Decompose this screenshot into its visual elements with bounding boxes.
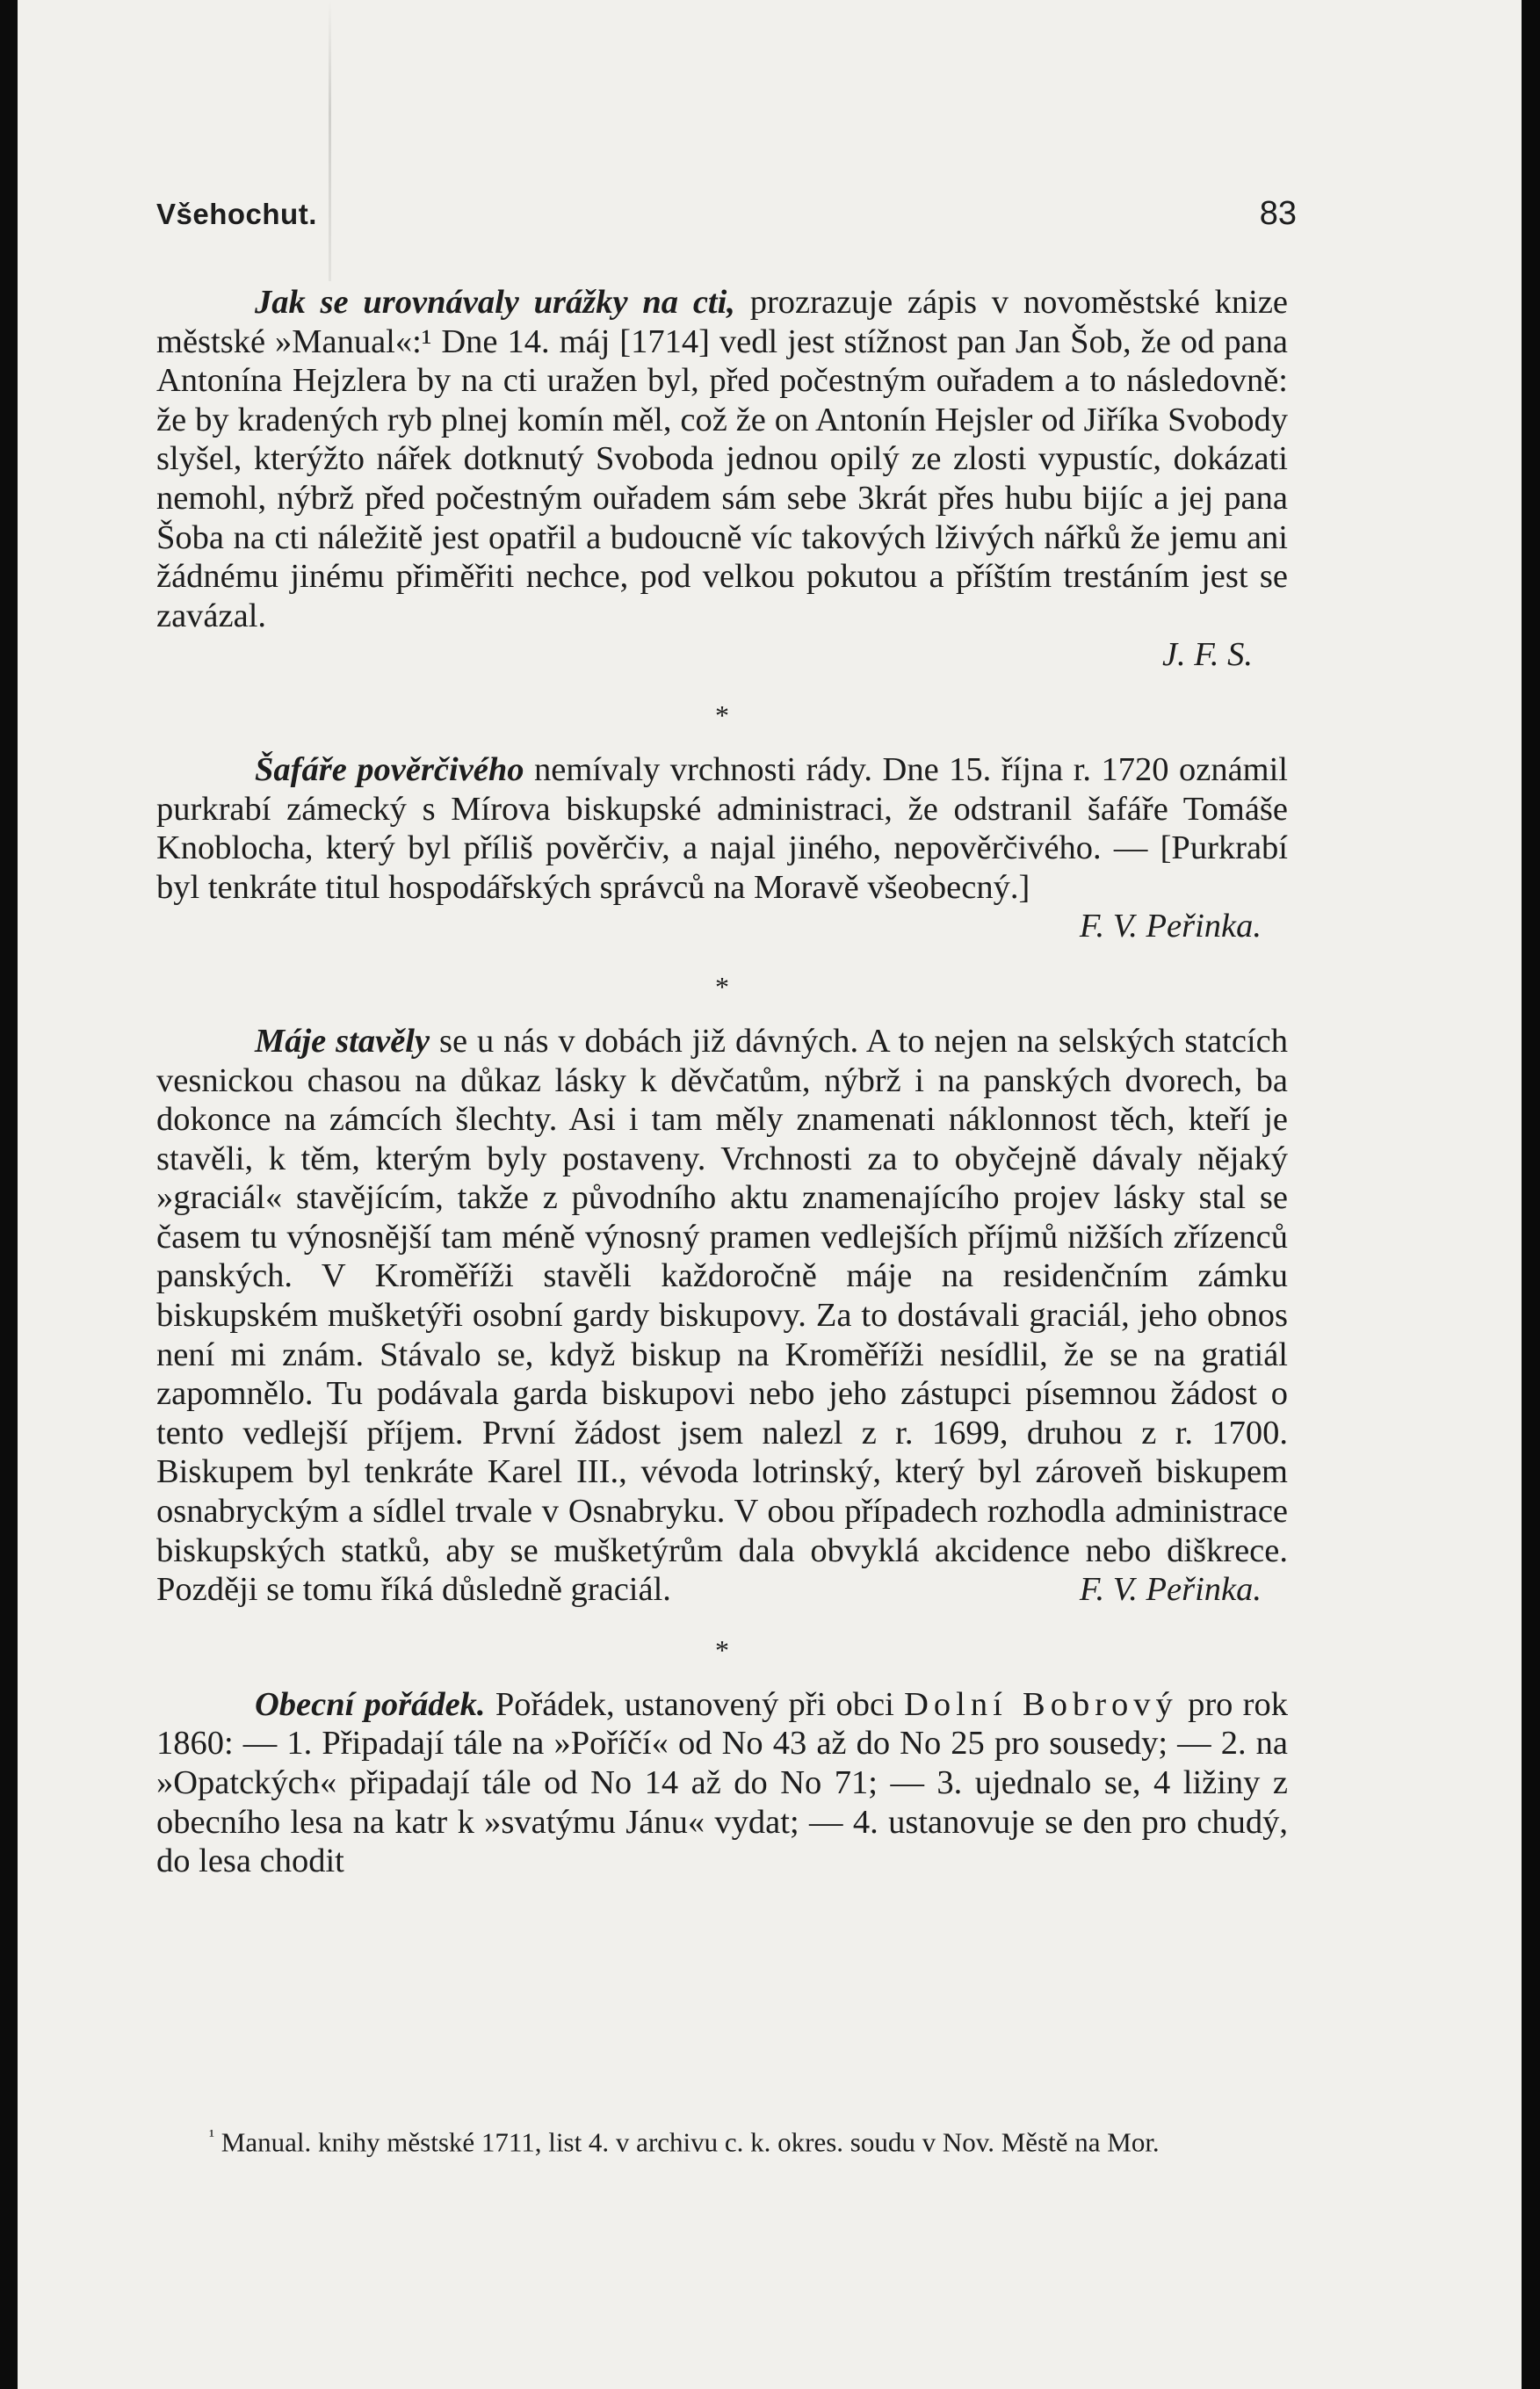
article-text: prozrazuje zápis v novoměstské knize městské »Manual«:¹ Dne 14. máj [1714] vedl jest stížnost pan Jan Šob, že od pana Antonína Hejzlera by na cti uražen byl, před počestným ouřadem a to následovně: že by kradených ryb plnej komín měl, což že on Antonín Hejsler od Jiříka Svobody slyšel, kterýžto nářek dotknutý Svoboda jednou opilý ze zlosti vypustíc, dokázati nemohl, nýbrž před počestným ouřadem sám sebe 3krát přes hubu bijíc a jej pana Šoba na cti náležitě jest opatřil a budoucně víc takových lživých nářků že jemu ani žádnému jinému přiměřiti nechce, pod velkou pokutou a příštím trestáním jest se zavázal. [156,284,1289,634]
page-body [156,283,1288,1881]
article-title: Obecní pořádek. [255,1685,486,1723]
footnote-mark: ¹ [209,2126,214,2146]
article-text: nemívaly vrchnosti rády. Dne 15. října r. 1720 oznámil purkrabí zámecký s Mírova biskupské administraci, že odstranil šafáře Tomáše Knoblocha, který byl příliš pověrčiv, a najal jiného, nepověrčivého. — [Purkrabí byl tenkráte titul hospodářských správců na Moravě všeobecný.] [156,750,1288,906]
section-separator: * [715,699,729,731]
place-name: Dolní Bobrový [904,1685,1178,1723]
footnote [156,2120,1288,2158]
article-text-before: Pořádek, ustanovený při obci [495,1685,894,1723]
article-urazky [156,283,1288,635]
page-header [156,195,1297,248]
article-signature: F. V. Peřinka. [1079,908,1262,945]
article-safare [156,750,1288,945]
running-title: Všehochut. [156,198,317,230]
scan-edge [1522,0,1540,2389]
article-title: Máje stavěly [255,1022,430,1060]
article-maje [156,1022,1288,1610]
section-separator: * [715,1633,729,1666]
article-text: se u nás v dobách již dávných. A to nejen na selských statcích vesnickou chasou na důkaz lásky k děvčatům, nýbrž i na panských dvorech, ba dokonce na zámcích šlechty. Asi i tam měly znamenati náklonnost těch, kteří je stavěli, k těm, kterým byly postaveny. Vrchnosti za to obyčejně dávaly nějaký »graciál« stavějícím, takže z původního aktu znamenajícího projev lásky stal se časem tu výnosnější tam méně výnosný pramen vedlejších příjmů nižších zřízenců panských. V Kroměříži stavěli každoročně máje na residenčním zámku biskupském mušketýři osobní gardy biskupovy. Za to dostávali graciál, jeho obnos není mi znám. Stávalo se, když biskup na Kroměříži nesídlil, že se na gratiál zapomnělo. Tu podávala garda biskupovi nebo jeho zástupci písemnou žádost o tento vedlejší příjem. První žádost jsem nalezl z r. 1699, druhou z r. 1700. Biskupem byl tenkráte Karel III., vévoda lotrinský, který byl zároveň biskupem osnabryckým a sídlel trvale v Osnabryku. V obou případech rozhodla administrace biskupských statků, aby se mušketýrům dala obvyklá akcidence nebo diškrece. Později se tomu říká důsledně graciál. [156,1022,1288,1609]
section-separator: * [715,970,729,1003]
page-number: 83 [1259,195,1297,232]
article-signature: F. V. Peřinka. [1079,1571,1262,1609]
article-signature: J. F. S. [1161,636,1253,674]
article-obecni-poradek [156,1685,1288,1881]
footnote-text: Manual. knihy městské 1711, list 4. v archivu c. k. okres. soudu v Nov. Městě na Mor. [221,2126,1160,2158]
article-text-after: pro rok 1860: — 1. Připadají tále na »Poříčí« od No 43 až do No 25 pro sousedy; — 2. na »Opatckých« připadají tále od No 14 až do No 71; — 3. ujednalo se, 4 ližiny z obecního lesa na katr k »svatýmu Jánu« vydat; — 4. ustanovuje se den pro chudý, do lesa chodit [156,1685,1288,1880]
article-title: Šafáře pověrčivého [255,750,524,788]
article-title: Jak se urovnávaly urážky na cti, [255,284,735,321]
